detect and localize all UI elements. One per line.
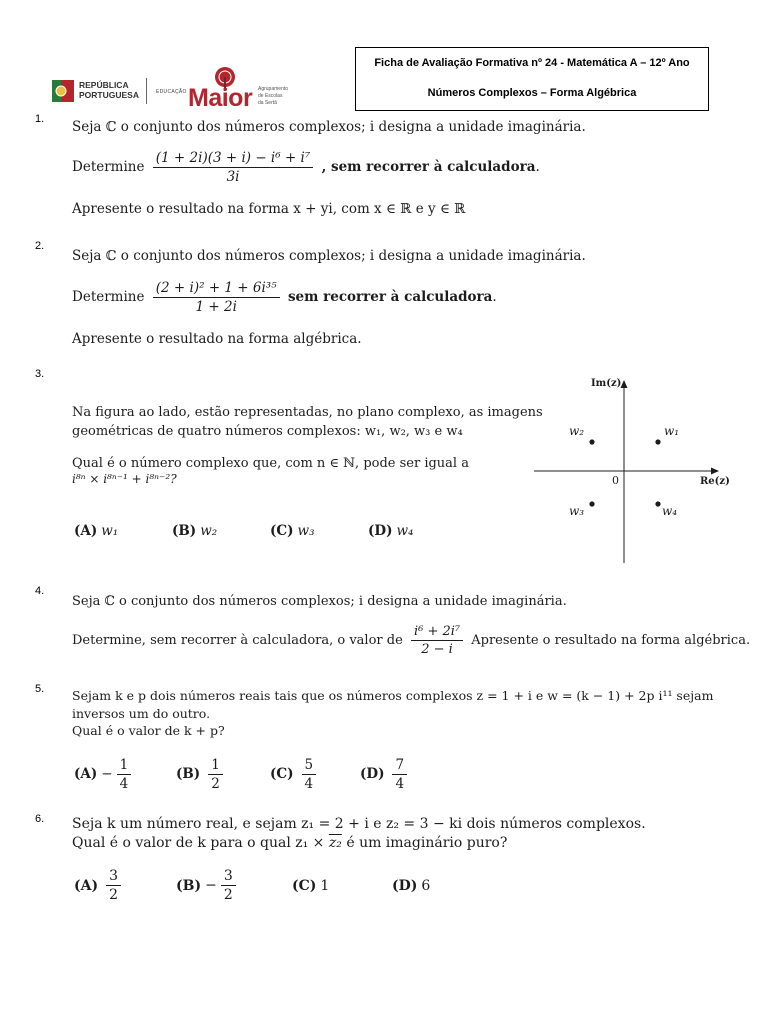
q2-fraction-numerator: (2 + i)² + 1 + 6i³⁵	[153, 280, 280, 298]
q4-fraction	[411, 624, 463, 657]
q5-option-a-fraction	[117, 757, 132, 792]
q3-option-c-key: (C)	[270, 523, 294, 539]
agrupamento-line1: Agrupamento	[258, 86, 289, 92]
q5-option-c-num: 5	[302, 757, 317, 775]
q5-line2: inversos um do outro.	[72, 706, 211, 721]
w4-label: w₄	[662, 504, 678, 518]
q2-determine-row	[72, 280, 497, 315]
w1-label: w₁	[664, 424, 680, 438]
w3-label: w₃	[569, 504, 585, 518]
q5-option-d-den: 4	[395, 776, 405, 792]
q6-option-d-value: 6	[421, 878, 431, 894]
q6-line2-end: é um imaginário puro?	[346, 835, 508, 851]
re-axis-label: Re(z)	[700, 476, 730, 487]
q3-option-b[interactable]	[172, 523, 217, 539]
q2-number: 2.	[35, 240, 45, 252]
q3-option-d[interactable]	[368, 523, 413, 539]
q3-line3: Qual é o número complexo que, com n ∈ ℕ, pode ser igual a	[72, 456, 469, 471]
q3-option-b-value: w₂	[200, 523, 218, 539]
imaginary-axis-arrow	[621, 380, 628, 388]
q6-option-b-den: 2	[223, 887, 233, 903]
q5-option-b-den: 2	[211, 776, 220, 792]
q6-number: 6.	[35, 813, 45, 825]
q1-period: .	[535, 159, 540, 175]
q5-option-c-fraction	[302, 757, 317, 792]
q5-option-d-key: (D)	[360, 766, 385, 782]
q5-option-a-key: (A)	[74, 766, 98, 782]
im-axis-label: Im(z)	[591, 378, 622, 389]
q6-option-a-key: (A)	[74, 877, 99, 894]
q5-option-d-fraction	[392, 757, 407, 792]
q3-line2: geométricas de quatro números complexos: w₁, w₂, w₃ e w₄	[72, 424, 463, 439]
republica-line2: PORTUGUESA	[79, 90, 139, 100]
q1-fraction-numerator: (1 + 2i)(3 + i) − i⁶ + i⁷	[153, 150, 314, 168]
q3-number: 3.	[35, 368, 45, 380]
w2-label: w₂	[569, 424, 585, 438]
q1-answer-form: Apresente o resultado na forma x + yi, com x ∈ ℝ e y ∈ ℝ	[72, 201, 466, 217]
header-title: Ficha de Avaliação Formativa nº 24 - Matemática A – 12º Ano	[374, 57, 690, 69]
header-box	[355, 47, 709, 111]
q5-option-d[interactable]	[360, 757, 411, 792]
q5-line3: Qual é o valor de k + p?	[72, 723, 225, 738]
q3-option-a-key: (A)	[74, 523, 98, 539]
point-w3	[589, 501, 594, 506]
q6-option-b-key: (B)	[176, 877, 202, 894]
q5-option-a-num: 1	[117, 757, 132, 775]
q2-determine-label: Determine	[72, 289, 145, 305]
q4-determine-label: Determine, sem recorrer à calculadora, o valor de	[72, 633, 403, 648]
republica-line1: REPÚBLICA	[79, 80, 129, 90]
educacao-label: EDUCAÇÃO	[156, 89, 187, 95]
q6-option-b-sign: −	[205, 877, 217, 894]
q6-option-b-fraction	[221, 868, 236, 903]
q5-option-b-num: 1	[208, 757, 223, 775]
q5-option-a-sign: −	[101, 766, 113, 782]
q5-line1: Sejam k e p dois números reais tais que os números complexos z = 1 + i e w = (k − 1) + 2p i¹¹ sejam	[72, 688, 714, 703]
q6-option-c-value: 1	[320, 878, 330, 894]
q4-fraction-numerator: i⁶ + 2i⁷	[411, 624, 463, 641]
q1-fraction	[153, 150, 314, 185]
q5-option-c-den: 4	[304, 776, 314, 792]
q3-line1: Na figura ao lado, estão representadas, no plano complexo, as imagens	[72, 405, 543, 420]
q3-option-b-key: (B)	[172, 523, 197, 539]
q2-fraction-denominator: 1 + 2i	[195, 299, 237, 315]
q3-option-c-value: w₃	[297, 523, 315, 539]
q2-answer-form: Apresente o resultado na forma algébrica.	[72, 331, 362, 347]
maior-wordmark: Maior	[188, 84, 253, 112]
q6-option-c-key: (C)	[292, 878, 317, 894]
q1-determine-label: Determine	[72, 159, 145, 175]
q5-option-b-fraction	[208, 757, 223, 792]
q3-option-a[interactable]	[74, 523, 118, 539]
maior-logo	[188, 66, 308, 112]
q5-option-b-key: (B)	[176, 766, 201, 782]
q6-option-b[interactable]	[176, 868, 240, 903]
q6-option-a[interactable]	[74, 868, 125, 903]
complex-plane-figure	[530, 375, 740, 567]
q2-fraction	[153, 280, 280, 315]
q6-option-d-key: (D)	[392, 878, 418, 894]
q5-option-c[interactable]	[270, 757, 320, 792]
q1-fraction-denominator: 3i	[226, 169, 240, 185]
q6-option-a-den: 2	[109, 887, 119, 903]
q5-option-a-den: 4	[119, 776, 129, 792]
q1-no-calculator: , sem recorrer à calculadora	[321, 159, 536, 175]
point-w1	[655, 439, 660, 444]
q2-period: .	[492, 289, 497, 305]
q4-answer-form: Apresente o resultado na forma algébrica.	[471, 633, 751, 648]
real-axis-arrow	[711, 468, 719, 475]
agrupamento-line3: da Sertã	[258, 100, 277, 106]
q4-number: 4.	[35, 585, 45, 597]
agrupamento-line2: de Escolas	[258, 93, 283, 99]
q3-option-c[interactable]	[270, 523, 315, 539]
q6-line2-start: Qual é o valor de k para o qual z₁ ×	[72, 835, 325, 851]
q1-determine-row	[72, 150, 540, 185]
point-w4	[655, 501, 660, 506]
q3-line4: i⁸ⁿ × i⁸ⁿ⁻¹ + i⁸ⁿ⁻²?	[72, 472, 177, 486]
q4-determine-row	[72, 624, 750, 657]
q6-option-c[interactable]	[292, 878, 329, 894]
q3-option-a-value: w₁	[101, 523, 119, 539]
q5-option-d-num: 7	[392, 757, 407, 775]
q5-option-c-key: (C)	[270, 766, 294, 782]
q1-number: 1.	[35, 113, 45, 125]
q6-option-b-num: 3	[221, 868, 236, 886]
republica-logo	[52, 78, 152, 104]
q3-option-d-value: w₄	[396, 523, 414, 539]
q5-option-b[interactable]	[176, 757, 227, 792]
point-w2	[589, 439, 594, 444]
q6-option-a-num: 3	[106, 868, 121, 886]
q5-option-a[interactable]	[74, 757, 135, 792]
republica-emblem-icon	[52, 80, 74, 102]
logo-divider	[146, 78, 147, 104]
header-subtitle: Números Complexos – Forma Algébrica	[427, 87, 637, 99]
origin-label: 0	[612, 474, 619, 487]
q2-no-calculator: sem recorrer à calculadora	[287, 289, 493, 305]
q6-line1: Seja k um número real, e sejam z₁ = 2 + i e z₂ = 3 − ki dois números complexos.	[72, 816, 646, 832]
q1-statement: Seja ℂ o conjunto dos números complexos; i designa a unidade imaginária.	[72, 119, 586, 135]
q2-statement: Seja ℂ o conjunto dos números complexos; i designa a unidade imaginária.	[72, 248, 586, 264]
q4-fraction-denominator: 2 − i	[421, 642, 453, 657]
q4-statement: Seja ℂ o conjunto dos números complexos; i designa a unidade imaginária.	[72, 594, 567, 609]
q5-number: 5.	[35, 683, 45, 695]
q6-option-d[interactable]	[392, 878, 430, 894]
q3-option-d-key: (D)	[368, 523, 393, 539]
q6-conjugate-z2: z₂	[328, 835, 342, 851]
q6-option-a-fraction	[106, 868, 121, 903]
q6-line2	[72, 835, 507, 851]
